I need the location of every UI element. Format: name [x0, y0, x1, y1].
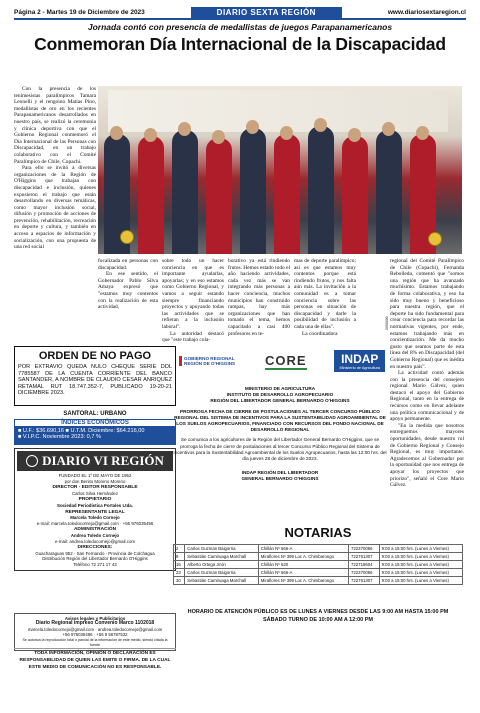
cell-address: Miraflores Nº 399 Loc A. Chimbarongo — [258, 553, 348, 561]
hours-line: SÁBADO TURNO DE 10:00 AM A 12:00 PM — [262, 617, 374, 623]
cell-name: Carlos Guzman Baigorria — [185, 569, 259, 577]
indap-notice — [173, 386, 387, 483]
notice-line: INSTITUTO DE DESARROLLO AGROPECUARIO — [226, 392, 334, 398]
cell-hours: 9:00 a 15:00 hrs. (Lunes a Viernes) — [379, 577, 462, 585]
paragraph: "En la medida que nosotros entreguemos mayores oportunidades, desde nuestro rol de Gobierno Regional y Consejo Regional, es muy importante. Agradecemos al Gobernador por la oportunidad que nos entrega de apoyar los proyectos que priorizo", señaló el Core Mario Gálvez. — [390, 422, 464, 489]
cell-phone: 722761307 — [349, 553, 380, 561]
notice-line: REGIÓN DEL LIBERTADOR GENERAL BERNARDO O'HIGGINS — [210, 398, 350, 404]
opinion-disclaimer: TODA INFORMACIÓN, OPINIÓN O DECLARACIÓN ES RESPONSABILIDAD DE QUIEN LAS EMITE O FIRMA. DE LA CUAL ESTE MEDIO DE COMUNICACIÓN NO ES RESPONSABLE. — [14, 648, 176, 671]
person-head — [348, 128, 361, 142]
founded: FUNDADO EL 1º DE MAYO DE 1952 — [58, 473, 132, 478]
phone: Teléfono 72 271 17 43 — [73, 561, 117, 567]
avisos-phones: +56 976035496 · +56 9 56787532 — [62, 632, 128, 638]
cell-address: Chillán Nº 566-A — [258, 545, 348, 553]
person-head — [212, 130, 225, 144]
avisos-name: Diario Regional impreso Convenio Marco 1102018 — [35, 620, 155, 627]
orden-title: ORDEN DE NO PAGO — [38, 350, 152, 362]
indices-line: ■ U.F.: $36.690,16 ■ U.T.M. Diciembre: $64.216,00 — [18, 428, 145, 434]
economic-indices — [14, 419, 176, 445]
person-figure — [342, 136, 368, 254]
photo-banner — [108, 90, 448, 132]
owner: Sociedad Periodística Portales Ltda. — [57, 502, 133, 508]
cell-hours: 9:00 a 15:00 hrs. (Lunes a Viernes) — [379, 553, 462, 561]
table-row — [174, 545, 463, 553]
notice-body: Se comunica a los agricultores de la Región del Libertador General Bernardo O'Higgins, que se prorroga la fecha de cierre de postulaciones al tercer Concurso Público Regional del Sistema de Incentivos para la Sustentabilidad Agroambiental de los Suelos Agropecuarios, hasta las 12:00 hrs. del día jueves 28 de diciembre de 2023. — [173, 437, 387, 462]
website-link[interactable]: www.diariosextaregion.cl — [387, 8, 466, 16]
cell-hours: 9:00 a 15:00 hrs. (Lunes a Viernes) — [379, 545, 462, 553]
paragraph: Para ello se invitó a diversas organizaciones de la Región de O'Higgins que trabajan con discapacidad e inclusión, quienes expusieron el trabajo que están desarrollando en diversas temáticas, como mayor inclusión social, difusión y promoción de acciones de prevención, rehabilitación, recreación en deporte y cultura, y también en acceso a espacios de información y socialización, con una propuesta de una red social — [14, 165, 96, 251]
page-header — [14, 6, 466, 20]
santoral: SANTORAL: URBANO — [63, 411, 127, 417]
person-figure — [376, 130, 402, 254]
article-column-1 — [14, 86, 96, 342]
paragraph: borativo ya está rindiendo frutos. Hemos estado todo el año haciendo actividades, cada vez más se van integrando más personas a hacer conciencia, muchos municipios han construido rampas, hay más organizaciones que han tomado el tema, hemos capacitado a casi 400 profesores en te- — [228, 258, 290, 337]
person-head — [280, 126, 293, 140]
cell-day: 23 — [174, 569, 185, 577]
owner-title: PROPIETARIO — [78, 497, 112, 503]
director: Carlos Silva Hernández — [71, 490, 119, 496]
address-title: DIRECCIONES: — [77, 545, 113, 551]
article-column-6 — [390, 258, 464, 520]
notarias-hours — [173, 605, 463, 624]
notarias-table — [173, 544, 463, 585]
cell-phone: 722370066 — [349, 545, 380, 553]
page-info: Página 2 - Martes 19 de Diciembre de 2023 — [14, 8, 145, 16]
notice-sign: INDAP REGIÓN DEL LIBERTADOR — [241, 470, 319, 476]
paragraph: regional del Comité Paralímpico de Chile (Copachi), Fernanda Rebolledo, comentó que "somos una región que ha avanzado muchísimo. Estamos trabajando de forma colaborativa, y eso ha sido muy bueno y beneficioso para nuestra región, que el deporte ha sido fundamental para crear conciencia para recordar las normativas vigentes, por ende, estamos trabajando más en concientización. Me da mucho gusto que seamos parte de esta línea del 8% en Discapacidad (del Gobierno Regional) que es inédita en nuestro país". — [390, 258, 464, 370]
article-column-2 — [98, 258, 158, 342]
notice-sign: GENERAL BERNARDO O'HIGGINS — [241, 476, 319, 482]
indap-logo — [334, 350, 385, 372]
sponsor-logos — [179, 348, 385, 374]
admin-email[interactable]: e-mail: andrea.toledocornejo@gmail.com — [54, 538, 136, 544]
cell-day: 2 — [174, 545, 185, 553]
notarias-section — [173, 525, 463, 585]
ad-side-code: 0000000 — [385, 316, 389, 330]
cell-day: 9 — [174, 553, 185, 561]
paragraph: La autoridad destacó que "este trabajo cola- — [162, 330, 224, 342]
cell-hours: 9:00 a 15:00 hrs. (Lunes a Viernes) — [379, 561, 462, 569]
orden-body: POR EXTRAVIO QUEDA NULO CHEQUE SERIE DDL 7785587 DE LA CUENTA CORRIENTE DEL BANCO SANTANDER, A NOMBRE DE CLAUDIO CESAR ANRIQUEZ RETAMAL RUT 18.747.352-7, PUBLICADO 19-20-21 DICIEMBRE 2023. — [18, 364, 172, 397]
orden-no-pago-box — [14, 346, 176, 406]
cell-address: Chillán Nº 620 — [258, 561, 348, 569]
person-head — [416, 126, 429, 140]
gobierno-regional-logo: GOBIERNO REGIONAL REGIÓN DE O'HIGGINS — [179, 356, 237, 366]
person-figure — [206, 138, 232, 254]
cell-name: Alberto Ortega Jirón — [185, 561, 259, 569]
person-figure — [274, 134, 300, 254]
cell-address: Chillán Nº 566-A — [258, 569, 348, 577]
person-figure — [308, 126, 334, 254]
cell-name: Sebastián Camiruaga Marchall — [185, 577, 259, 585]
article-column-5 — [294, 258, 356, 342]
ball — [120, 230, 134, 244]
table-row — [174, 577, 463, 585]
avisos-emails[interactable]: marcela.toledocornejo@gmail.com · andrea.toledocornejo@gmail.com — [27, 626, 163, 632]
cell-phone: 722370066 — [349, 569, 380, 577]
avisos-title: Avisos legales y Publicitarios — [64, 616, 126, 621]
ball — [428, 232, 442, 246]
avisos-box — [14, 613, 176, 651]
legal-contact[interactable]: e-mail: marcela.toledocornejo@gmail.com · +56 976035496 — [36, 520, 154, 526]
cell-phone: 722761307 — [349, 577, 380, 585]
person-head — [110, 126, 123, 140]
article-headline: Conmemoran Día Internacional de la Discapacidad — [34, 34, 446, 54]
person-head — [178, 122, 191, 136]
paragraph: En ese sentido, el Gobernador Pablo Silva Amaya expresó que "estamos muy contentos con la realización de esta actividad, — [98, 271, 158, 311]
table-row — [174, 553, 463, 561]
paragraph: sobre todo un hacer conciencia en que es importante ayudarlas, apoyarlas; y en eso estamos como Gobierno Regional, y vamos a seguir estando siempre financiando proyectos y apoyando todas las actividades que se refieran a la inclusión laboral". — [162, 258, 224, 330]
core-logo: CORE — [264, 352, 307, 368]
indices-title: ÍNDICES ECONÓMICOS — [15, 420, 175, 426]
person-figure — [172, 130, 198, 254]
article-column-3 — [162, 258, 224, 342]
notarias-title: NOTARIAS — [284, 525, 352, 540]
table-row — [174, 561, 463, 569]
cell-day: 16 — [174, 561, 185, 569]
hours-line: HORARIO DE ATENCIÓN PÚBLICO ES DE LUNES A VIERNES DESDE LAS 9:00 AM HASTA 15:00 PM — [187, 609, 449, 615]
cell-day: 30 — [174, 577, 185, 585]
paragraph: La actividad contó además con la presencia del consejero regional Mario Gálvez, quien destacó el apoyo del Gobierno Regional, tanto en la entrega de recursos como en llevar adelante una política comunicacional y de apoyo permanente. — [390, 370, 464, 423]
paragraph: focalizada en personas con discapacidad. — [98, 258, 158, 271]
notice-line: MINISTERIO DE AGRICULTURA — [244, 386, 316, 391]
paragraph: La coordinadora — [302, 330, 338, 337]
admin-title: ADMINISTRACIÓN — [73, 527, 117, 533]
article-kicker: Jornada contó con presencia de medallistas de juegos Parapanamericanos — [87, 22, 393, 32]
indices-line: ■ V.I.P.C. Noviembre 2023: 0,7 % — [18, 434, 101, 440]
legal-title: REPRESENTANTE LEGAL — [65, 509, 125, 515]
admin: Andrea Toledo Cornejo — [70, 532, 120, 538]
person-head — [144, 128, 157, 142]
person-figure — [240, 128, 266, 254]
logo-text: DIARIO VI REGIÓN — [42, 453, 164, 469]
cell-hours: 9:00 a 15:00 hrs. (Lunes a Viernes) — [379, 569, 462, 577]
paragraph: Con la presencia de los tenimesistas paralímpicos Tamara Leonelli y el rengoino Matías Pino, medallistas de oro en los recientes Parapanamericanos desarrollados en nuestro país, se realizó la ceremonia y clínica deportiva con que el Gobierno Regional conmemoró el Día Internacional de las Personas con Discapacidad, en un trabajo colaborativo con el Comité Paralímpico de Chile, Copachi. — [14, 86, 96, 165]
masthead — [14, 448, 176, 571]
avisos-note: Se autoriza la reproducción total o parcial de la información de este medio, siendo citada la fuente — [22, 637, 168, 648]
notice-heading: PRORROGA FECHA DE CIERRE DE POSTULACIONES AL TERCER CONCURSO PÚBLICO REGIONAL DEL SISTEMA DE INCENTIVOS PARA LA SUSTENTABILIDAD AGROAMBIENTAL DE LOS SUELOS AGROPECUARIOS, FINANCIADO CON RECURSOS DEL FONDO NACIONAL DE DESARROLLO REGIONAL — [174, 408, 386, 433]
person-head — [314, 118, 327, 132]
director-title: DIRECTOR - EDITOR RESPONSABLE — [52, 485, 138, 491]
cell-phone: 722718604 — [349, 561, 380, 569]
indap-text: INDAP — [341, 352, 379, 366]
table-row — [174, 569, 463, 577]
founder: por don Benito Moreno Moreno — [64, 478, 126, 484]
logo-emblem-icon — [26, 455, 38, 467]
newspaper-logo — [17, 451, 173, 471]
legal-rep: Marcela Toledo Cornejo — [70, 515, 120, 521]
person-head — [246, 120, 259, 134]
person-figure — [138, 136, 164, 254]
person-head — [382, 122, 395, 136]
address: Guacharaguas 952 - San Fernando - Provincia de Colchagua — [35, 550, 155, 556]
paragraph: mas de deporte paralímpico; así es que estamos muy contentos porque está rindiendo frutos, y nos falta aún más. La invitación a la comunidad es a tomar conciencia sobre las personas en situación de discapacidad y darle la posibilidad de inclusión a cada una de ellas". — [294, 258, 356, 330]
distribution: Distribución Región del Libertador Bernardo O'Higgins — [42, 556, 148, 562]
cell-name: Carlos Guzman Baigorria — [185, 545, 259, 553]
cell-name: Sebastián Camiruaga Marchall — [185, 553, 259, 561]
cell-address: Miraflores Nº 399 Loc A. Chimbarongo — [258, 577, 348, 585]
indap-subtitle: Ministerio de Agricultura — [339, 366, 380, 370]
team-photo — [98, 86, 462, 254]
section-title: DIARIO SEXTA REGIÓN — [191, 7, 342, 18]
article-column-4 — [228, 258, 290, 342]
